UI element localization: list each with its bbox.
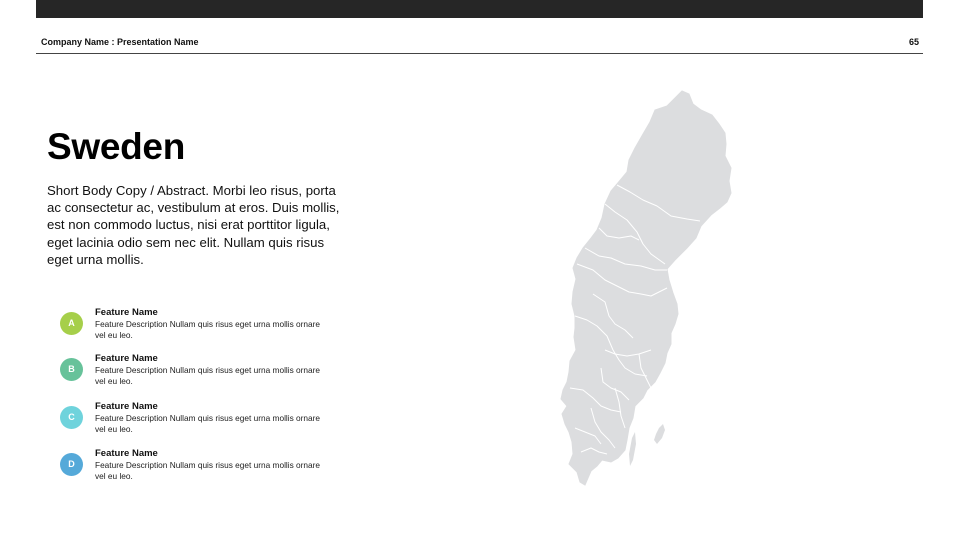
oland-island bbox=[629, 432, 636, 466]
page-number: 65 bbox=[908, 37, 919, 47]
feature-name: Feature Name bbox=[95, 448, 158, 459]
header-title: Company Name : Presentation Name bbox=[41, 37, 199, 47]
feature-description: Feature Description Nullam quis risus eget urna mollis ornare vel eu leo. bbox=[95, 460, 321, 481]
body-copy: Short Body Copy / Abstract. Morbi leo risus, porta ac consectetur ac, vestibulum at eros. Duis mollis, est non commodo luctus, nisi erat porttitor ligula, eget lacinia odio sem nec elit. Nullam quis risus eget urna mollis. bbox=[47, 183, 340, 267]
feature-badge-a: A bbox=[60, 312, 83, 335]
gotland-island bbox=[654, 424, 665, 444]
feature-item-a bbox=[60, 307, 350, 347]
feature-item-d bbox=[60, 448, 350, 488]
feature-name: Feature Name bbox=[95, 353, 158, 364]
feature-description: Feature Description Nullam quis risus eget urna mollis ornare vel eu leo. bbox=[95, 319, 321, 340]
slide-title: Sweden bbox=[47, 126, 186, 167]
feature-item-c bbox=[60, 401, 350, 441]
sweden-map-icon bbox=[555, 88, 740, 488]
header-divider bbox=[36, 53, 923, 54]
feature-description: Feature Description Nullam quis risus eget urna mollis ornare vel eu leo. bbox=[95, 365, 321, 386]
feature-badge-c: C bbox=[60, 406, 83, 429]
sweden-outline bbox=[561, 91, 731, 485]
feature-item-b bbox=[60, 353, 350, 393]
feature-description: Feature Description Nullam quis risus eget urna mollis ornare vel eu leo. bbox=[95, 413, 321, 434]
feature-name: Feature Name bbox=[95, 307, 158, 318]
feature-badge-b: B bbox=[60, 358, 83, 381]
feature-name: Feature Name bbox=[95, 401, 158, 412]
top-bar bbox=[36, 0, 923, 18]
feature-badge-d: D bbox=[60, 453, 83, 476]
sweden-map bbox=[555, 88, 740, 488]
